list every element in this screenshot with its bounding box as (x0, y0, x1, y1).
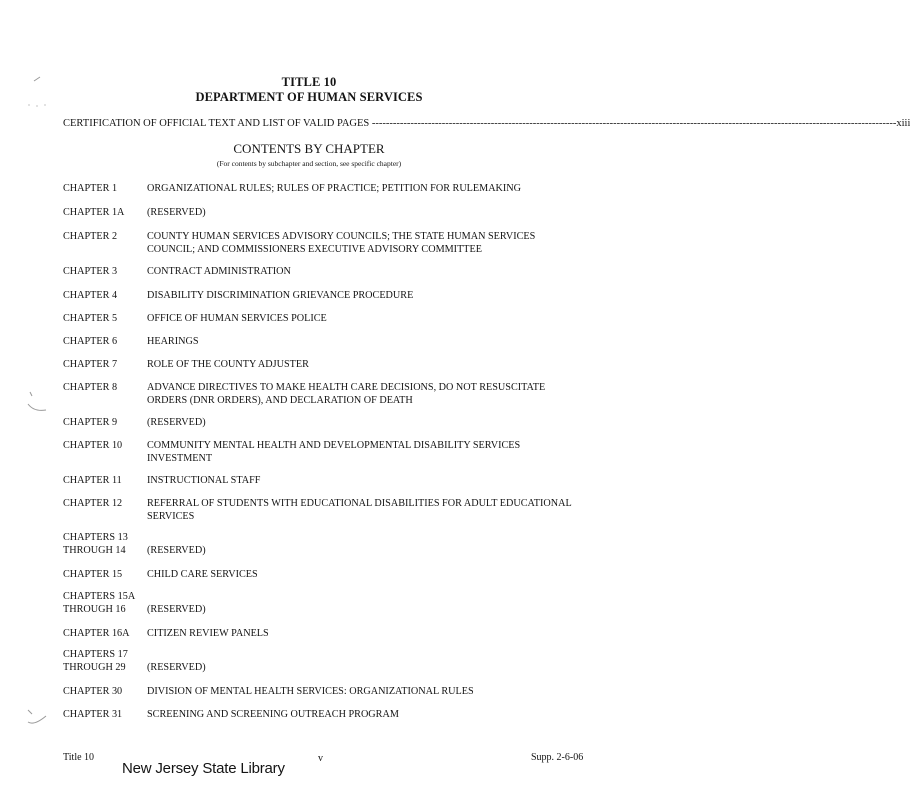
chapter-label: CHAPTER 9 (63, 417, 118, 428)
chapter-title: DISABILITY DISCRIMINATION GRIEVANCE PROCEDURE (147, 290, 414, 301)
chapter-label: CHAPTER 2 (63, 231, 118, 242)
leader-dots: ------------------------------------------------------------------------------------------------------------------------------------------------------ (369, 118, 897, 129)
scan-mark (20, 75, 50, 115)
library-stamp: New Jersey State Library (122, 760, 285, 777)
chapter-label: CHAPTER 4 (63, 290, 118, 301)
chapter-title: ROLE OF THE COUNTY ADJUSTER (147, 359, 309, 370)
scan-mark (20, 390, 50, 420)
chapter-title: DIVISION OF MENTAL HEALTH SERVICES: ORGANIZATIONAL RULES (147, 686, 474, 697)
contents-subheading: (For contents by subchapter and section, see specific chapter) (216, 159, 402, 168)
footer-page-number: v (318, 753, 323, 764)
chapter-label: CHAPTER 1A (63, 207, 125, 218)
chapter-label: CHAPTER 10 (63, 440, 123, 451)
chapter-title: HEARINGS (147, 336, 199, 347)
certification-line (63, 118, 910, 129)
department-title: DEPARTMENT OF HUMAN SERVICES (195, 90, 423, 104)
chapter-label: CHAPTERS 13 THROUGH 14 (63, 532, 128, 556)
chapter-title: INSTRUCTIONAL STAFF (147, 475, 261, 486)
title-number: TITLE 10 (281, 75, 337, 89)
chapter-title: COMMUNITY MENTAL HEALTH AND DEVELOPMENTAL DISABILITY SERVICES INVESTMENT (147, 440, 521, 464)
chapter-label: CHAPTER 8 (63, 382, 118, 393)
chapter-title: OFFICE OF HUMAN SERVICES POLICE (147, 313, 327, 324)
chapter-label: CHAPTER 5 (63, 313, 118, 324)
chapter-label: CHAPTER 12 (63, 498, 123, 509)
chapter-title: CHILD CARE SERVICES (147, 569, 258, 580)
chapter-label: CHAPTER 31 (63, 709, 123, 720)
chapter-title: SCREENING AND SCREENING OUTREACH PROGRAM (147, 709, 399, 720)
chapter-title: CONTRACT ADMINISTRATION (147, 266, 291, 277)
chapter-label: CHAPTER 7 (63, 359, 118, 370)
chapter-title: REFERRAL OF STUDENTS WITH EDUCATIONAL DISABILITIES FOR ADULT EDUCATIONAL SERVICES (147, 498, 572, 522)
chapter-title: (RESERVED) (147, 417, 206, 428)
chapter-title: (RESERVED) (147, 604, 206, 615)
chapter-label: CHAPTER 6 (63, 336, 118, 347)
chapter-label: CHAPTER 1 (63, 183, 118, 194)
chapter-label: CHAPTER 30 (63, 686, 123, 697)
contents-heading: CONTENTS BY CHAPTER (233, 141, 385, 156)
chapter-title: (RESERVED) (147, 545, 206, 556)
footer-supplement: Supp. 2-6-06 (531, 752, 584, 763)
chapter-title: COUNTY HUMAN SERVICES ADVISORY COUNCILS; THE STATE HUMAN SERVICES COUNCIL; AND COMMISSIONERS EXECUTIVE ADVISORY COMMITTEE (147, 231, 536, 255)
chapter-label: CHAPTER 11 (63, 475, 122, 486)
chapter-label: CHAPTER 15 (63, 569, 123, 580)
chapter-label: CHAPTER 16A (63, 628, 130, 639)
scan-mark (20, 700, 50, 730)
chapter-label: CHAPTERS 17 THROUGH 29 (63, 649, 128, 673)
chapter-title: CITIZEN REVIEW PANELS (147, 628, 269, 639)
certification-page: xiii (896, 118, 910, 129)
certification-text: CERTIFICATION OF OFFICIAL TEXT AND LIST OF VALID PAGES (63, 118, 370, 129)
chapter-label: CHAPTERS 15A THROUGH 16 (63, 591, 136, 615)
chapter-title: (RESERVED) (147, 662, 206, 673)
chapter-label: CHAPTER 3 (63, 266, 118, 277)
chapter-title: (RESERVED) (147, 207, 206, 218)
chapter-title: ORGANIZATIONAL RULES; RULES OF PRACTICE; PETITION FOR RULEMAKING (147, 183, 522, 194)
chapter-title: ADVANCE DIRECTIVES TO MAKE HEALTH CARE DECISIONS, DO NOT RESUSCITATE ORDERS (DNR ORDERS), AND DECLARATION OF DEATH (147, 382, 546, 406)
footer-title: Title 10 (63, 752, 95, 763)
